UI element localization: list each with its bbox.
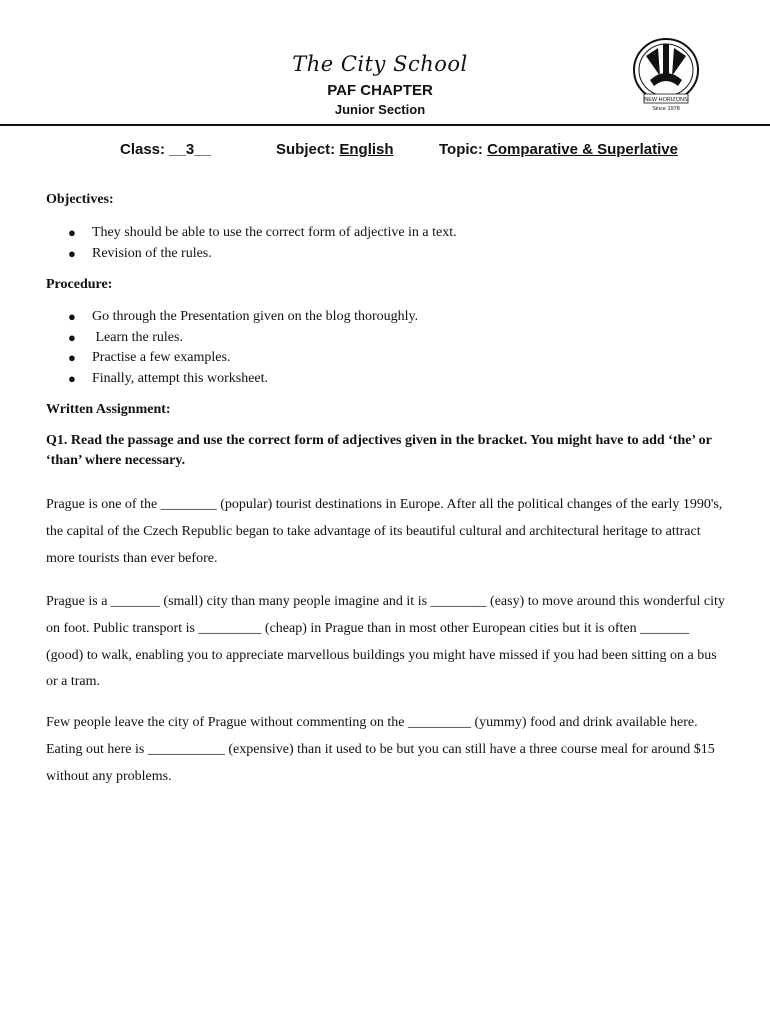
worksheet-header: [0, 0, 770, 130]
passage-paragraph-1: Prague is one of the ________ (popular) tourist destinations in Europe. After all the political changes of the early 1990's, the capital of the Czech Republic began to take advantage of its beautiful cultural and architectural heritage to attract more tourists than ever before.: [46, 497, 723, 566]
header-divider: [0, 124, 770, 126]
school-logo: [630, 36, 702, 114]
topic-value: Comparative & Superlative: [487, 141, 678, 158]
chapter-name: PAF CHAPTER: [327, 82, 433, 99]
class-value: __3__: [169, 141, 211, 158]
written-assignment-heading: Written Assignment:: [46, 402, 171, 417]
list-item: ● Finally, attempt this worksheet.: [46, 369, 418, 390]
bullet-icon: ●: [68, 309, 76, 324]
list-item: ● Go through the Presentation given on the blog thoroughly.: [46, 307, 418, 328]
procedure-list: [46, 307, 418, 389]
passage-paragraph-3: Few people leave the city of Prague without commenting on the _________ (yummy) food and drink available here. Eating out here is ___________ (expensive) than it used to be but you can still have a three course meal for around $15 without any problems.: [46, 715, 715, 784]
objectives-list: [46, 223, 457, 264]
list-item: ● Revision of the rules.: [46, 244, 457, 265]
topic-label: Topic:: [439, 141, 483, 158]
school-name: The City School: [292, 52, 468, 76]
list-item: ● Practise a few examples.: [46, 348, 418, 369]
question-1: Q1. Read the passage and use the correct form of adjectives given in the bracket. You might have to add ‘the’ or ‘than’ where necessary.: [46, 433, 712, 468]
class-label: Class:: [120, 141, 166, 158]
bullet-icon: ●: [68, 245, 76, 261]
bullet-icon: ●: [68, 329, 76, 345]
passage-paragraph-2: Prague is a _______ (small) city than many people imagine and it is ________ (easy) to move around this wonderful city on foot. Public transport is _________ (cheap) in Prague than in most other European cities but it is often _______ (good) to walk, enabling you to appreciate marvellous buildings you might have missed if you had been sitting on a bus or a tram.: [46, 594, 725, 690]
class-field: [120, 141, 211, 158]
logo-motto: NEW HORIZONS: [644, 97, 688, 103]
subject-label: Subject:: [276, 141, 336, 158]
section-name: Junior Section: [334, 102, 426, 117]
subject-value: English: [339, 141, 394, 158]
bullet-icon: ●: [68, 350, 76, 365]
list-item: ● Learn the rules.: [46, 328, 418, 349]
topic-field: [439, 141, 678, 158]
bullet-icon: ●: [68, 225, 76, 240]
procedure-heading: Procedure:: [46, 277, 113, 292]
subject-field: [276, 141, 394, 158]
objectives-heading: Objectives:: [46, 192, 114, 207]
class-subject-topic-row: [0, 141, 770, 161]
bullet-icon: ●: [68, 370, 76, 386]
list-item: ● They should be able to use the correct form of adjective in a text.: [46, 223, 457, 244]
logo-year: Since 1978: [652, 106, 680, 112]
